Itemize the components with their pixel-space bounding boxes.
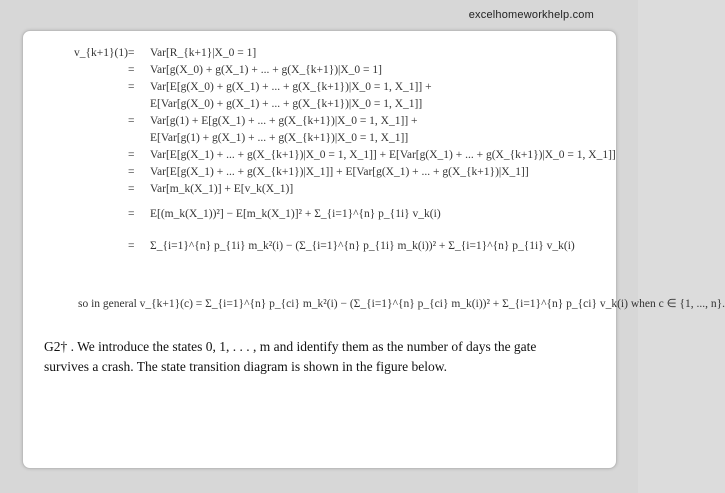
- derivation-rhs: Σ_{i=1}^{n} p_{1i} m_k²(i) − (Σ_{i=1}^{n} p_{1i} m_k(i))² + Σ_{i=1}^{n} p_{1i} v_k(i): [150, 240, 575, 252]
- derivation-rhs: Var[E[g(X_0) + g(X_1) + ... + g(X_{k+1})|X_0 = 1, X_1]] +: [150, 81, 432, 93]
- derivation-line: [60, 198, 600, 230]
- equals-sign: =: [128, 149, 135, 161]
- equals-sign: =: [128, 81, 135, 93]
- derivation-rhs: Var[R_{k+1}|X_0 = 1]: [150, 47, 257, 59]
- general-formula: so in general v_{k+1}(c) = Σ_{i=1}^{n} p_{ci} m_k²(i) − (Σ_{i=1}^{n} p_{ci} m_k(i))² + Σ_{i=1}^{n} p_{ci} v_k(i) when c ∈ {1, ..., n}.: [78, 298, 725, 310]
- paragraph-line: survives a crash. The state transition diagram is shown in the figure below.: [44, 359, 448, 374]
- derivation-line: [60, 62, 600, 79]
- site-watermark: excelhomeworkhelp.com: [468, 9, 594, 21]
- derivation-rhs: Var[E[g(X_1) + ... + g(X_{k+1})|X_0 = 1, X_1]] + E[Var[g(X_1) + ... + g(X_{k+1})|X_0 = 1, X_1]]: [150, 149, 616, 161]
- derivation-rhs: Var[E[g(X_1) + ... + g(X_{k+1})|X_1]] + E[Var[g(X_1) + ... + g(X_{k+1})|X_1]]: [150, 166, 529, 178]
- derivation-rhs: Var[m_k(X_1)] + E[v_k(X_1)]: [150, 183, 294, 195]
- equals-sign: =: [128, 183, 135, 195]
- variance-derivation: [60, 45, 616, 262]
- derivation-line: [60, 45, 600, 62]
- derivation-rhs: Var[g(X_0) + g(X_1) + ... + g(X_{k+1})|X_0 = 1]: [150, 64, 382, 76]
- equals-sign: =: [128, 166, 135, 178]
- derivation-line: [60, 96, 600, 113]
- derivation-line: [60, 147, 616, 164]
- derivation-line: [60, 230, 600, 262]
- derivation-rhs: Var[g(1) + E[g(X_1) + ... + g(X_{k+1})|X_0 = 1, X_1]] +: [150, 115, 418, 127]
- paragraph-line: G2† . We introduce the states 0, 1, . . . , m and identify them as the number of days the gate: [44, 339, 537, 354]
- equals-sign: =: [128, 208, 135, 220]
- equals-sign: =: [128, 47, 135, 59]
- equals-sign: =: [128, 240, 135, 252]
- derivation-rhs: E[(m_k(X_1))²] − E[m_k(X_1)]² + Σ_{i=1}^{n} p_{1i} v_k(i): [150, 208, 441, 220]
- derivation-rhs: E[Var[g(X_0) + g(X_1) + ... + g(X_{k+1})|X_0 = 1, X_1]]: [150, 98, 423, 110]
- derivation-rhs: E[Var[g(1) + g(X_1) + ... + g(X_{k+1})|X_0 = 1, X_1]]: [150, 132, 409, 144]
- problem-paragraph: [44, 337, 589, 377]
- derivation-line: [60, 113, 600, 130]
- derivation-line: [60, 164, 600, 181]
- derivation-line: [60, 130, 600, 147]
- equals-sign: =: [128, 64, 135, 76]
- derivation-line: [60, 79, 600, 96]
- equals-sign: =: [128, 115, 135, 127]
- derivation-line: [60, 181, 600, 198]
- derivation-lhs: v_{k+1}(1): [74, 47, 128, 59]
